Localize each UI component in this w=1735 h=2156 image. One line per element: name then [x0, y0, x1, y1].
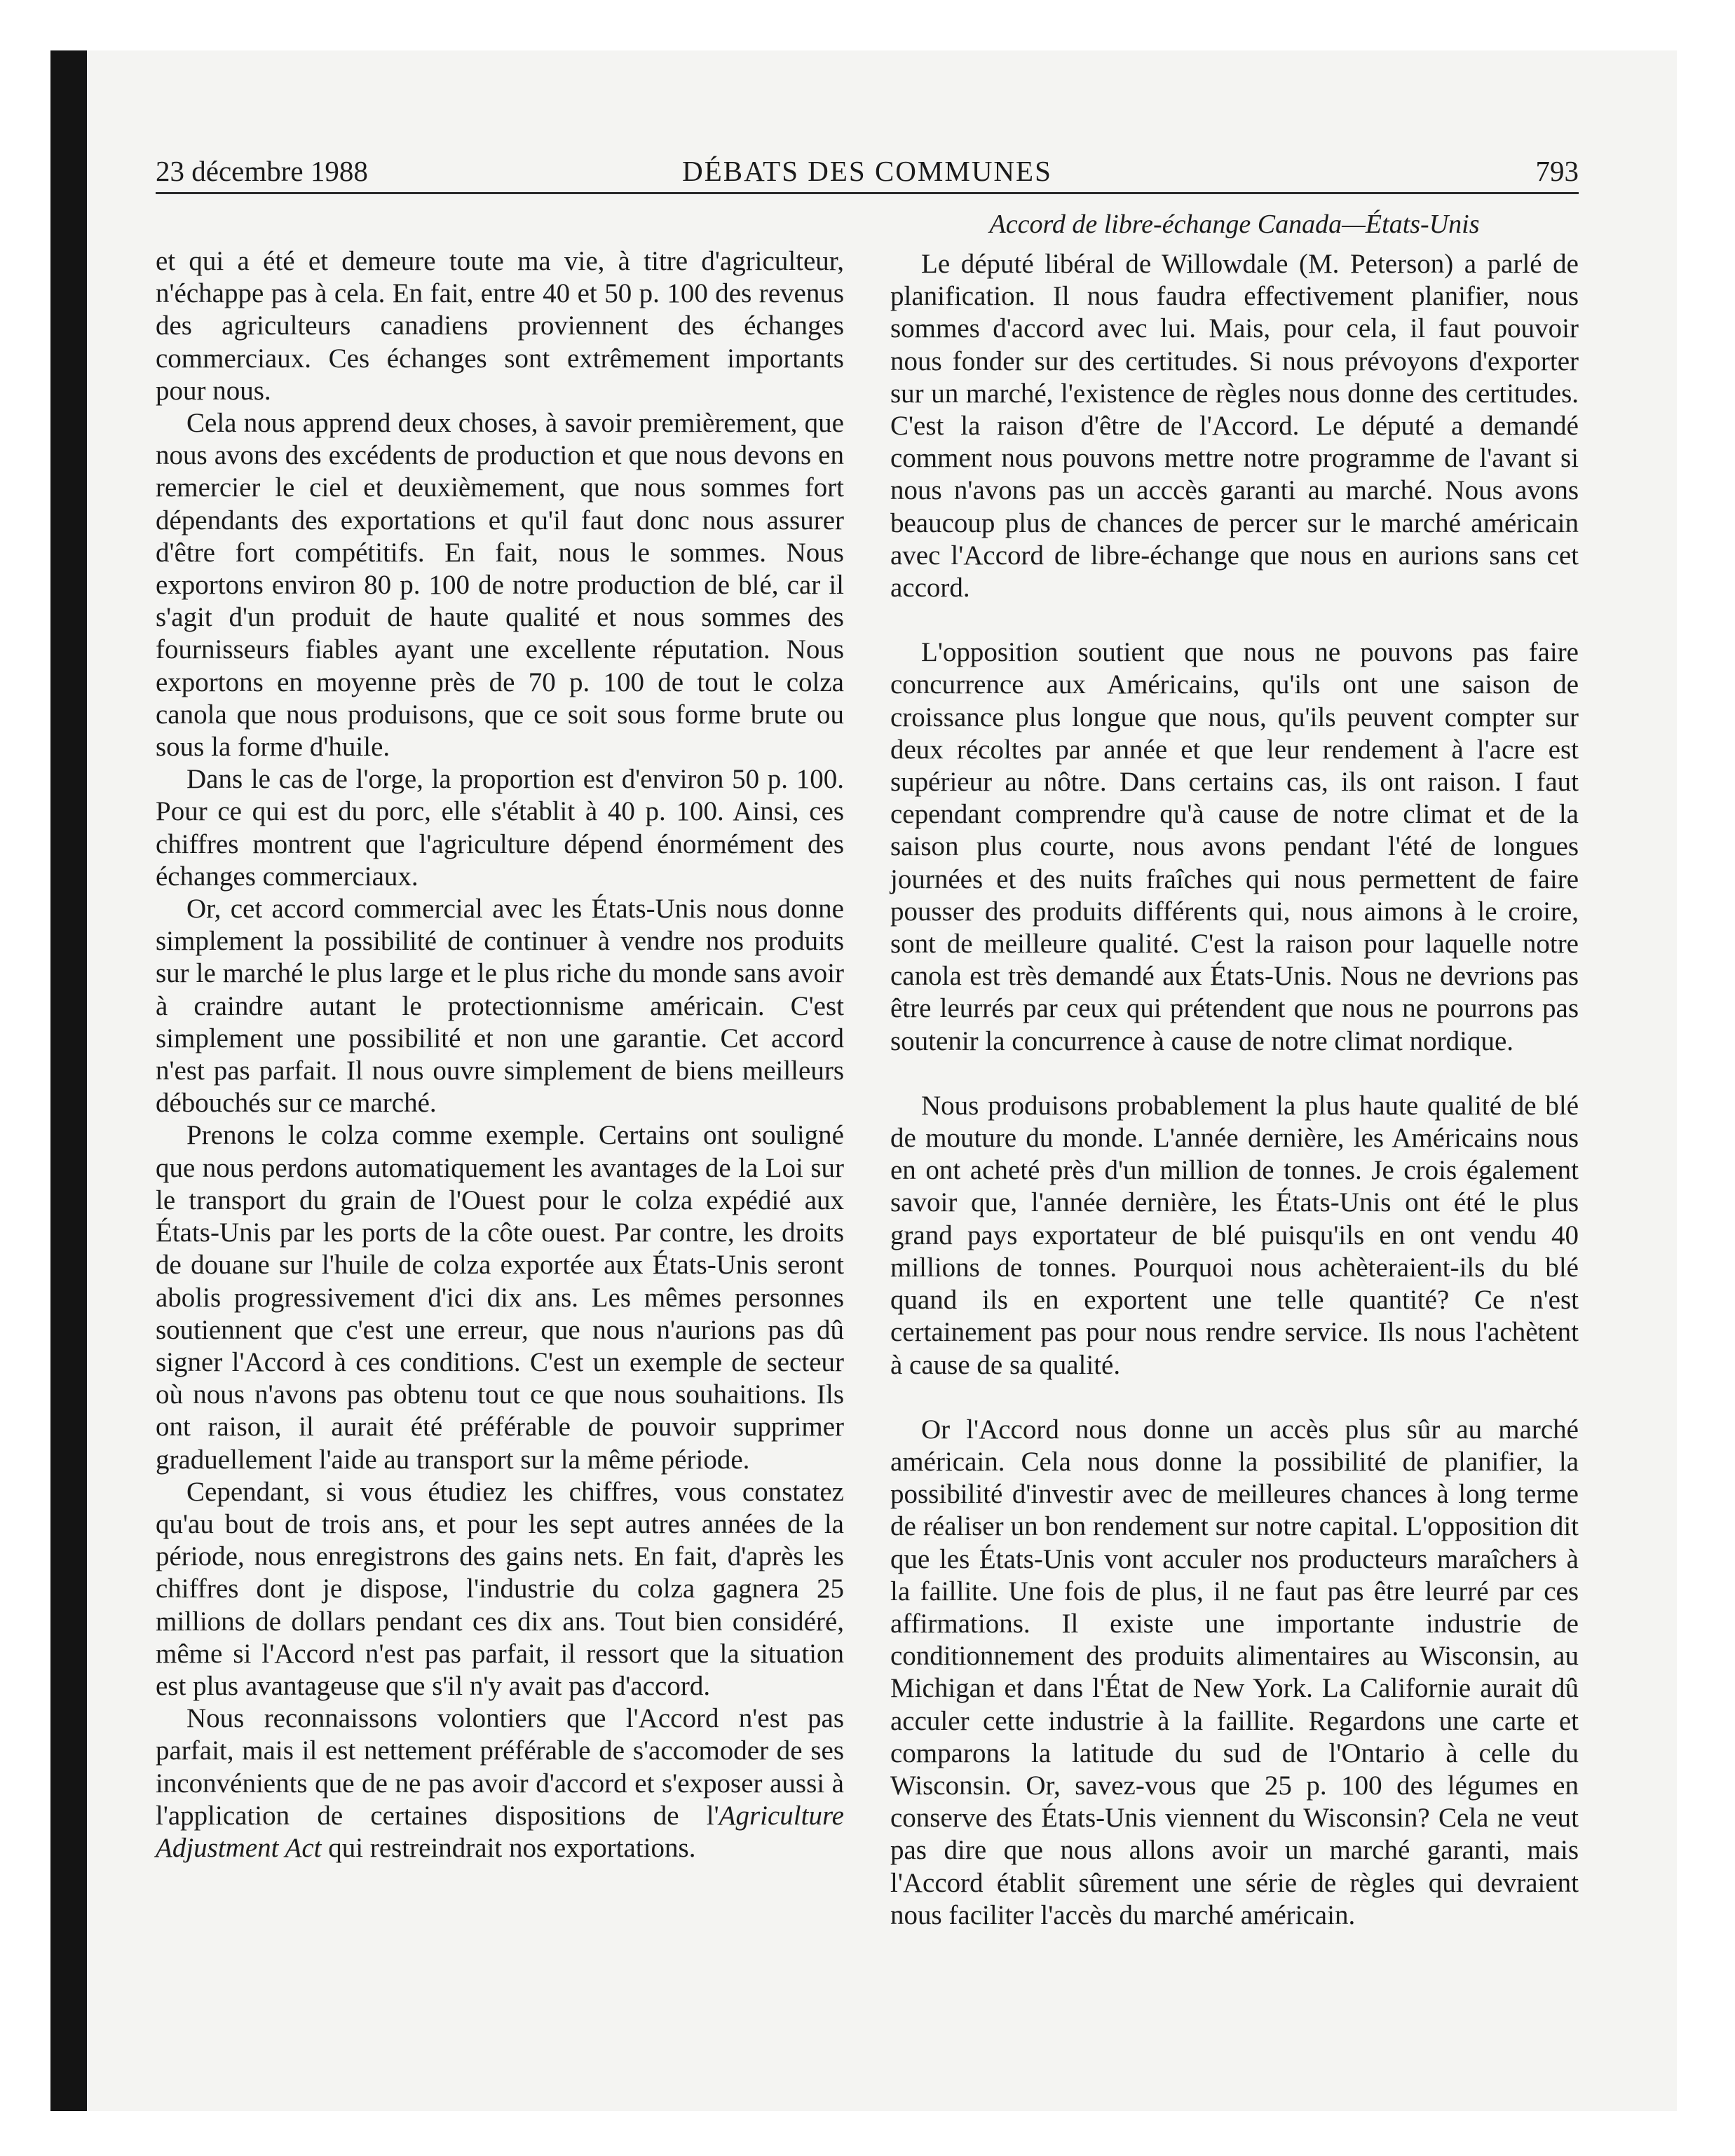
paragraph-text: qui restreindrait nos exportations.	[321, 1832, 696, 1863]
page-number: 793	[1535, 155, 1579, 187]
running-header	[156, 151, 1579, 191]
paragraph-text: Nous reconnaissons volontiers que l'Accord n'est pas parfait, mais il est nettement préférable de s'accomoder de ses inconvénients que de ne pas avoir d'accord et s'exposer aussi à l'application de certaines dispositions de l'	[156, 1703, 844, 1831]
act-title: Agriculture Adjustment Act	[156, 1800, 844, 1863]
header-title: DÉBATS DES COMMUNES	[682, 155, 1052, 187]
left-column	[156, 245, 844, 1864]
paragraph: Nous produisons probablement la plus haute qualité de blé de mouture du monde. L'année dernière, les Américains nous en ont acheté près d'un million de tonnes. Je crois également savoir que, l'année dernière, les États-Unis ont été le plus grand pays exportateur de blé puisqu'ils en ont vendu 40 millions de tonnes. Pourquoi nous achèteraient-ils du blé quand ils en exportent une telle quantité? Ce n'est certainement pas pour nous rendre service. Ils nous l'achètent à cause de sa qualité.	[890, 1090, 1579, 1380]
paragraph: et qui a été et demeure toute ma vie, à titre d'agriculteur, n'échappe pas à cela. En fait, entre 40 et 50 p. 100 des revenus des agriculteurs canadiens proviennent des échanges commerciaux. Ces échanges sont extrêmement importants pour nous.	[156, 246, 844, 406]
paragraph	[156, 1703, 844, 1864]
binding-edge	[50, 50, 87, 2111]
right-column	[890, 248, 1579, 1932]
paragraph: Le député libéral de Willowdale (M. Peterson) a parlé de planification. Il nous faudra effectivement planifier, nous sommes d'accord avec lui. Mais, pour cela, il faut pouvoir nous fonder sur des certitudes. Si nous prévoyons d'exporter sur un marché, l'existence de règles nous donne des certitudes. C'est la raison d'être de l'Accord. Le député a demandé comment nous pouvons mettre notre programme de l'avant si nous n'avons pas un acccès garanti au marché. Nous avons beaucoup plus de chances de percer sur le marché américain avec l'Accord de libre-échange que nous en aurions sans cet accord.	[890, 249, 1579, 603]
header-date: 23 décembre 1988	[156, 155, 368, 187]
paragraph: Or l'Accord nous donne un accès plus sûr au marché américain. Cela nous donne la possibilité de planifier, la possibilité d'investir avec de meilleures chances à long terme de réaliser un bon rendement sur notre capital. L'opposition dit que les États-Unis vont acculer nos producteurs maraîchers à la faillite. Une fois de plus, il ne faut pas être leurré par ces affirmations. Il existe une importante industrie de conditionnement des produits alimentaires au Wisconsin, au Michigan et dans l'État de New York. La Californie aurait dû acculer cette industrie à la faillite. Regardons une carte et comparons la latitude du sud de l'Ontario à celle du Wisconsin. Or, savez-vous que 25 p. 100 des légumes en conserve des États-Unis viennent du Wisconsin? Cela ne veut pas dire que nous allons avoir un marché garanti, mais l'Accord établit sûrement une série de règles qui devraient nous faciliter l'accès du marché américain.	[890, 1414, 1579, 1930]
header-rule	[156, 192, 1579, 194]
paragraph: Or, cet accord commercial avec les États-Unis nous donne simplement la possibilité de continuer à vendre nos produits sur le marché le plus large et le plus riche du monde sans avoir à craindre autant le protectionnisme américain. C'est simplement une possibilité et non une garantie. Cet accord n'est pas parfait. Il nous ouvre simplement de biens meilleurs débouchés sur ce marché.	[156, 894, 844, 1119]
paragraph: Cela nous apprend deux choses, à savoir premièrement, que nous avons des excédents de production et que nous devons en remercier le ciel et deuxièmement, que nous sommes fort dépendants des exportations et qu'il faut donc nous assurer d'être fort compétitifs. En fait, nous le sommes. Nous exportons environ 80 p. 100 de notre production de blé, car il s'agit d'un produit de haute qualité et nous sommes des fournisseurs fiables ayant une excellente réputation. Nous exportons en moyenne près de 70 p. 100 de tout le colza canola que nous produisons, que ce soit sous forme brute ou sous la forme d'huile.	[156, 408, 844, 763]
paragraph: Prenons le colza comme exemple. Certains ont souligné que nous perdons automatiquement les avantages de la Loi sur le transport du grain de l'Ouest pour le colza expédié aux États-Unis par les ports de la côte ouest. Par contre, les droits de douane sur l'huile de colza exportée aux États-Unis seront abolis progressivement d'ici dix ans. Les mêmes personnes soutiennent que c'est une erreur, que nous n'aurions pas dû signer l'Accord à ces conditions. C'est un exemple de secteur où nous n'avons pas obtenu tout ce que nous souhaitions. Ils ont raison, il aurait été préférable de pouvoir supprimer graduellement l'aide au transport sur la même période.	[156, 1120, 844, 1475]
paragraph: L'opposition soutient que nous ne pouvons pas faire concurrence aux Américains, qu'ils ont une saison de croissance plus longue que nous, qu'ils peuvent compter sur deux récoltes par année et que leur rendement à l'acre est supérieur au nôtre. Dans certains cas, ils ont raison. I faut cependant comprendre qu'à cause de notre climat et de la saison plus courte, nous avons pendant l'été de longues journées et des nuits fraîches qui nous permettent de faire pousser des produits différents qui, nous aimons à le croire, sont de meilleure qualité. C'est la raison pour laquelle notre canola est très demandé aux États-Unis. Nous ne devrions pas être leurrés par ceux qui prétendent que nous ne pourrons pas soutenir la concurrence à cause de notre climat nordique.	[890, 637, 1579, 1056]
subject-heading: Accord de libre-échange Canada—États-Unis	[989, 210, 1480, 239]
paragraph: Dans le cas de l'orge, la proportion est d'environ 50 p. 100. Pour ce qui est du porc, elle s'établit à 40 p. 100. Ainsi, ces chiffres montrent que l'agriculture dépend énormément des échanges commerciaux.	[156, 764, 844, 892]
paragraph: Cependant, si vous étudiez les chiffres, vous constatez qu'au bout de trois ans, et pour les sept autres années de la période, nous enregistrons des gains nets. En fait, d'après les chiffres dont je dispose, l'industrie du colza gagnera 25 millions de dollars pendant ces dix ans. Tout bien considéré, même si l'Accord n'est pas parfait, il ressort que la situation est plus avantageuse que s'il n'y avait pas d'accord.	[156, 1476, 844, 1701]
